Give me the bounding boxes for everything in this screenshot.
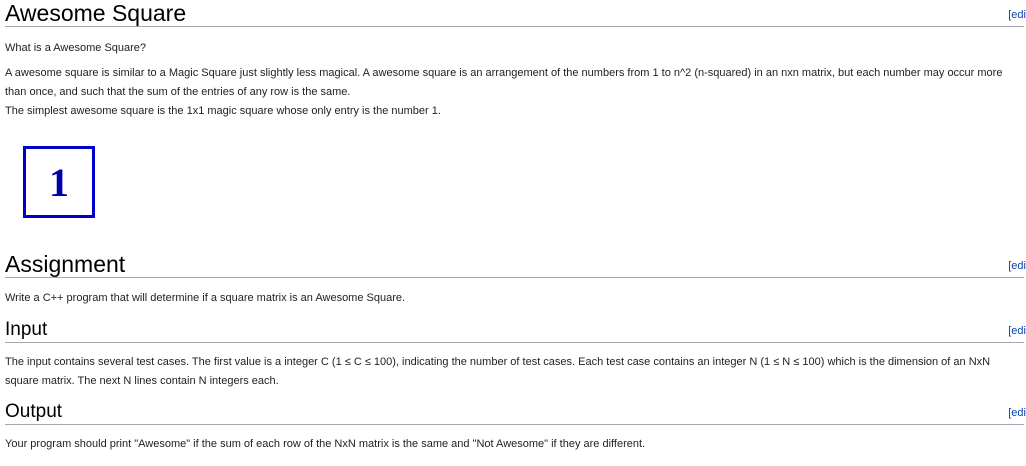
heading-awesome-square xyxy=(5,0,1024,27)
input-text: The input contains several test cases. The first value is a integer C (1 ≤ C ≤ 100), indicating the number of test cases. Each test case contains an integer N (1 ≤ N ≤ 100) which is the dimension of an NxN square matrix. The next N lines contain N integers each. xyxy=(5,356,991,387)
edit-link-awesome-square[interactable]: [edi xyxy=(1008,9,1026,21)
heading-input xyxy=(5,319,1024,343)
heading-assignment xyxy=(5,251,1024,278)
page-title: Awesome Square xyxy=(5,0,187,26)
input-title: Input xyxy=(5,319,48,340)
output-text: Your program should print "Awesome" if the sum of each row of the NxN matrix is the same and "Not Awesome" if they are different. xyxy=(5,438,646,450)
assignment-text: Write a C++ program that will determine if a square matrix is an Awesome Square. xyxy=(5,292,406,304)
magic-square-example xyxy=(23,146,95,218)
magic-square-value: 1 xyxy=(49,159,69,205)
definition-paragraph: A awesome square is similar to a Magic Square just slightly less magical. A awesome square is an arrangement of the numbers from 1 to n^2 (n-squared) in an nxn matrix, but each number may occur more than once, and such that the sum of the entries of any row is the same. xyxy=(5,67,1003,98)
output-title: Output xyxy=(5,401,63,422)
edit-link-output[interactable]: [edi xyxy=(1008,407,1026,419)
edit-link-assignment[interactable]: [edi xyxy=(1008,260,1026,272)
heading-output xyxy=(5,401,1024,425)
edit-link-input[interactable]: [edi xyxy=(1008,325,1026,337)
question-text: What is a Awesome Square? xyxy=(5,42,147,54)
simplest-paragraph: The simplest awesome square is the 1x1 magic square whose only entry is the number 1. xyxy=(5,105,441,117)
assignment-title: Assignment xyxy=(5,251,126,277)
